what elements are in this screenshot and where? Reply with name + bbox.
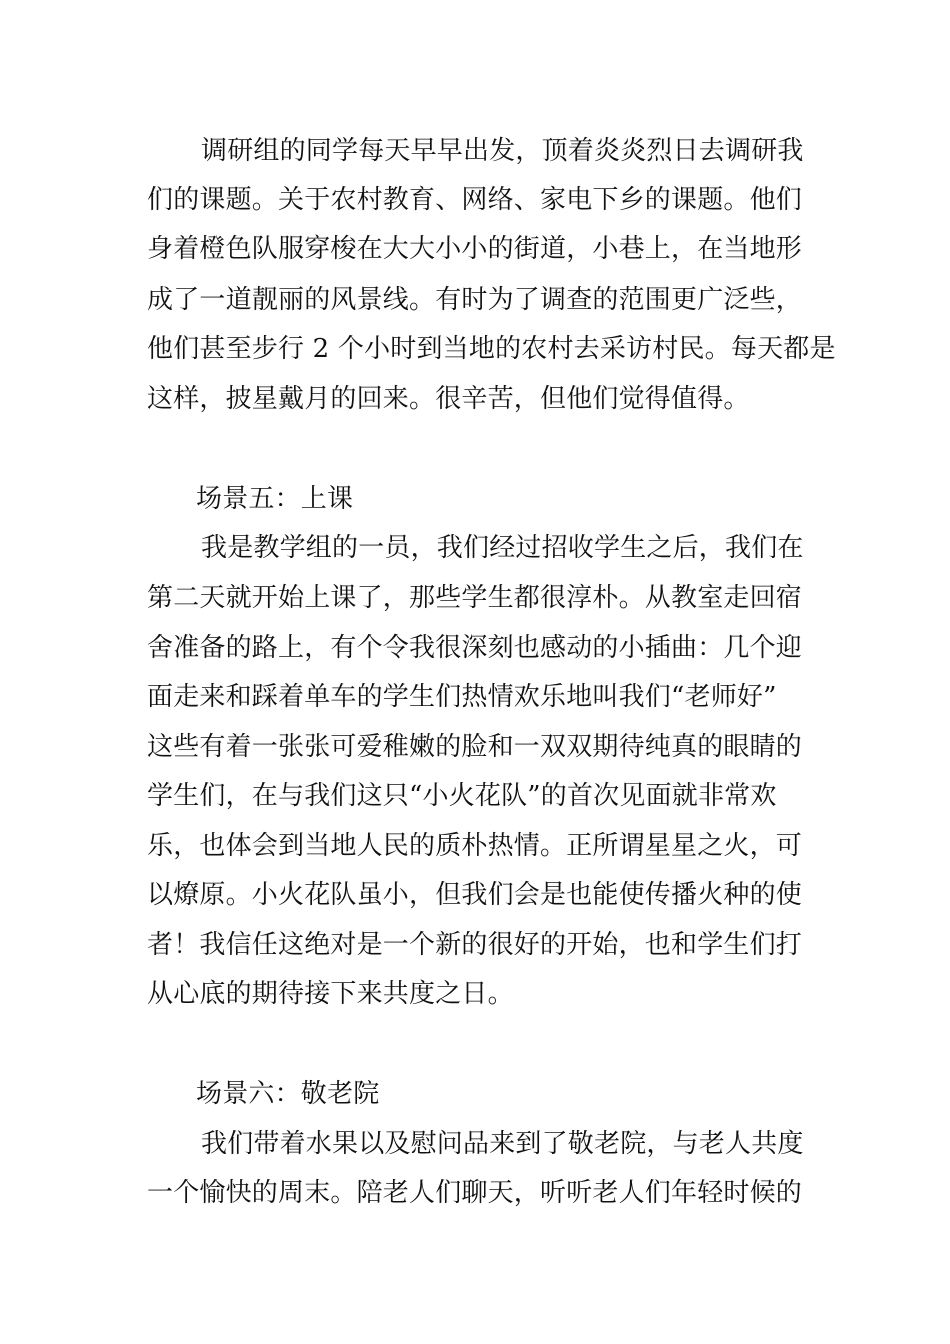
paragraph-line: 舍准备的路上，有个令我很深刻也感动的小插曲：几个迎: [147, 633, 803, 663]
paragraph-line: 成了一道靓丽的风景线。有时为了调查的范围更广泛些，: [147, 285, 803, 315]
paragraph-line: 一个愉快的周末。陪老人们聊天，听听老人们年轻时候的: [147, 1178, 803, 1208]
paragraph-line: 以燎原。小火花队虽小，但我们会是也能使传播火种的使: [147, 880, 803, 910]
paragraph-line: 第二天就开始上课了，那些学生都很淳朴。从教室走回宿: [147, 583, 803, 613]
paragraph-line: 调研组的同学每天早早出发，顶着炎炎烈日去调研我: [201, 136, 804, 166]
paragraph-line: 乐，也体会到当地人民的质朴热情。正所谓星星之火，可: [147, 831, 803, 861]
paragraph-line: 者！我信任这绝对是一个新的很好的开始，也和学生们打: [147, 930, 803, 960]
section-heading-scene-5: 场景五：上课: [196, 484, 354, 514]
paragraph-line: 学生们，在与我们这只“小火花队”的首次见面就非常欢: [147, 781, 777, 811]
paragraph-line: 面走来和踩着单车的学生们热情欢乐地叫我们“老师好”: [147, 682, 777, 712]
section-heading-scene-6: 场景六：敬老院: [196, 1079, 380, 1109]
paragraph-line: 我们带着水果以及慰问品来到了敬老院，与老人共度: [201, 1129, 804, 1159]
paragraph-line: 从心底的期待接下来共度之日。: [147, 979, 514, 1009]
paragraph-line: 他们甚至步行 2 个小时到当地的农村去采访村民。每天都是: [147, 334, 836, 364]
paragraph-line: 身着橙色队服穿梭在大大小小的街道，小巷上，在当地形: [147, 234, 803, 264]
paragraph-line: 们的课题。关于农村教育、网络、家电下乡的课题。他们: [147, 185, 803, 215]
paragraph-line: 这些有着一张张可爱稚嫩的脸和一双双期待纯真的眼睛的: [147, 732, 803, 762]
paragraph-line: 我是教学组的一员，我们经过招收学生之后，我们在: [201, 533, 804, 563]
paragraph-line: 这样，披星戴月的回来。很辛苦，但他们觉得值得。: [147, 384, 750, 414]
